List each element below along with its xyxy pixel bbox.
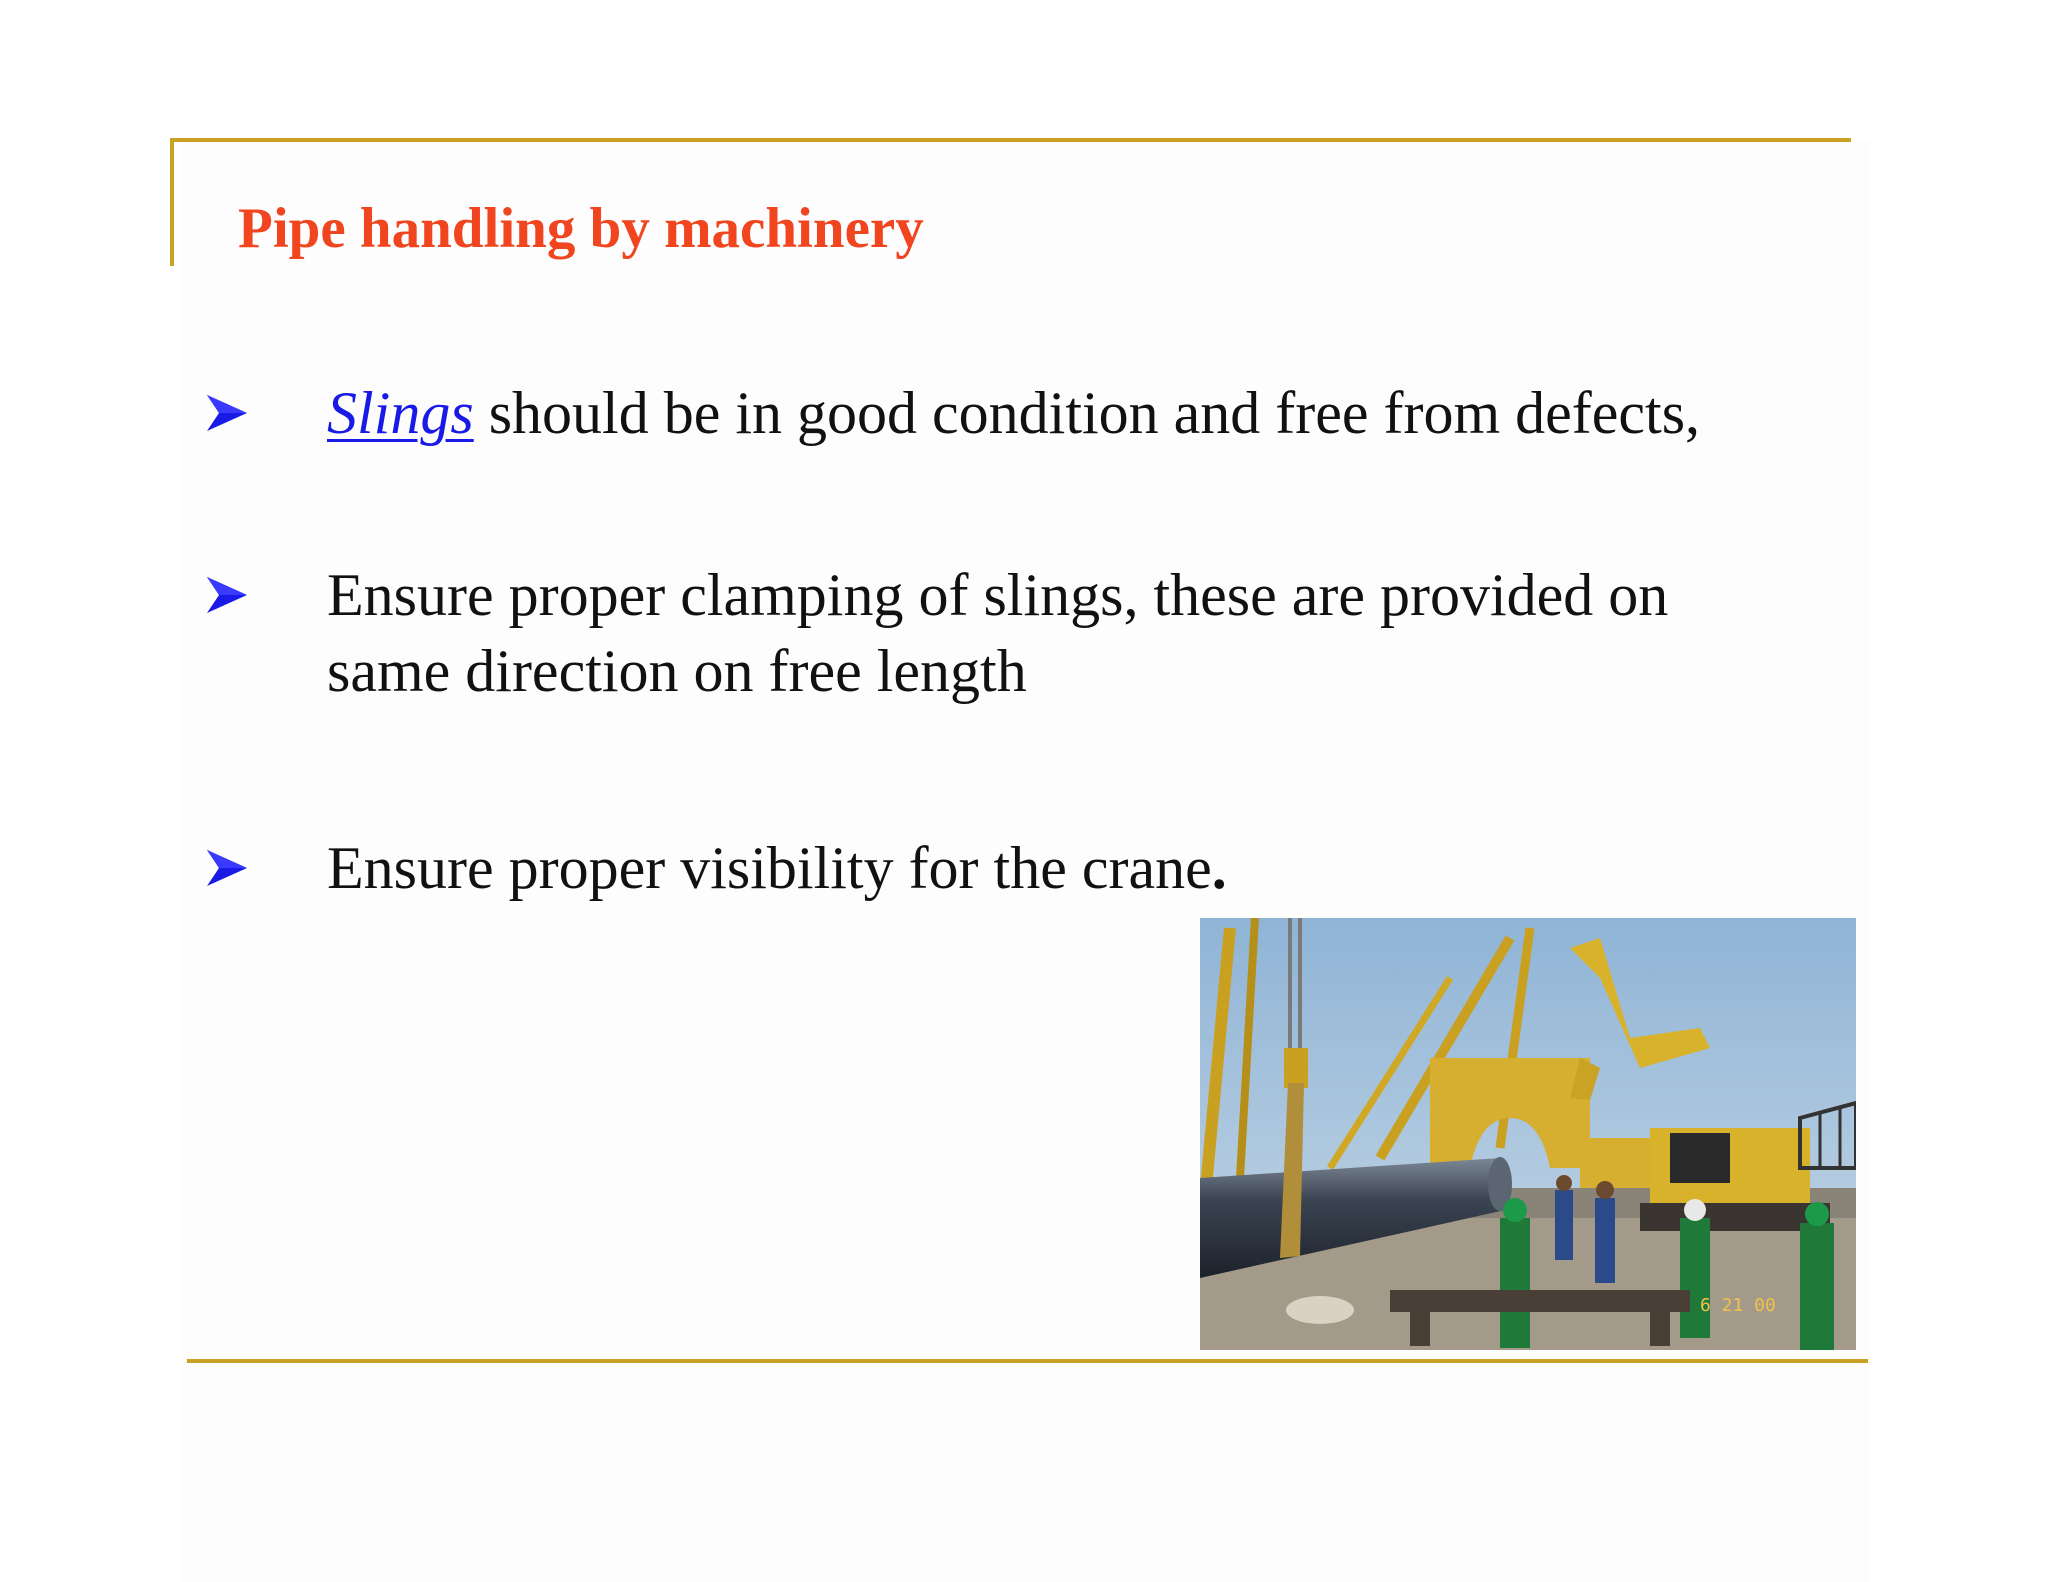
- bullet-text-main: Ensure proper visibility for the crane: [327, 835, 1212, 901]
- arrowhead-bullet-icon: [205, 838, 327, 898]
- slide-title: Pipe handling by machinery: [238, 197, 924, 260]
- bottom-rule: [187, 1359, 1868, 1363]
- slings-link[interactable]: Slings: [327, 380, 474, 446]
- photo-date-stamp: 6 21 00: [1700, 1295, 1776, 1316]
- arrowhead-bullet-icon: [205, 383, 327, 443]
- bullet-text: [327, 375, 1700, 451]
- photo-illustration: [1200, 918, 1856, 1350]
- bullet-text-rest: should be in good condition and free from defects,: [473, 380, 1701, 446]
- left-rule: [170, 138, 174, 266]
- bullet-item: [205, 835, 1785, 906]
- pipeline-crane-photo: [1200, 918, 1856, 1350]
- bullet-trailing-period: .: [1211, 835, 1227, 901]
- bullet-item: [205, 562, 1785, 709]
- arrowhead-bullet-icon: [205, 565, 327, 625]
- bullet-text: [327, 830, 1227, 906]
- bullet-text: Ensure proper clamping of slings, these are provided on same direction on free length: [327, 562, 1669, 704]
- bullet-item: [205, 380, 1785, 451]
- top-rule: [170, 138, 1851, 142]
